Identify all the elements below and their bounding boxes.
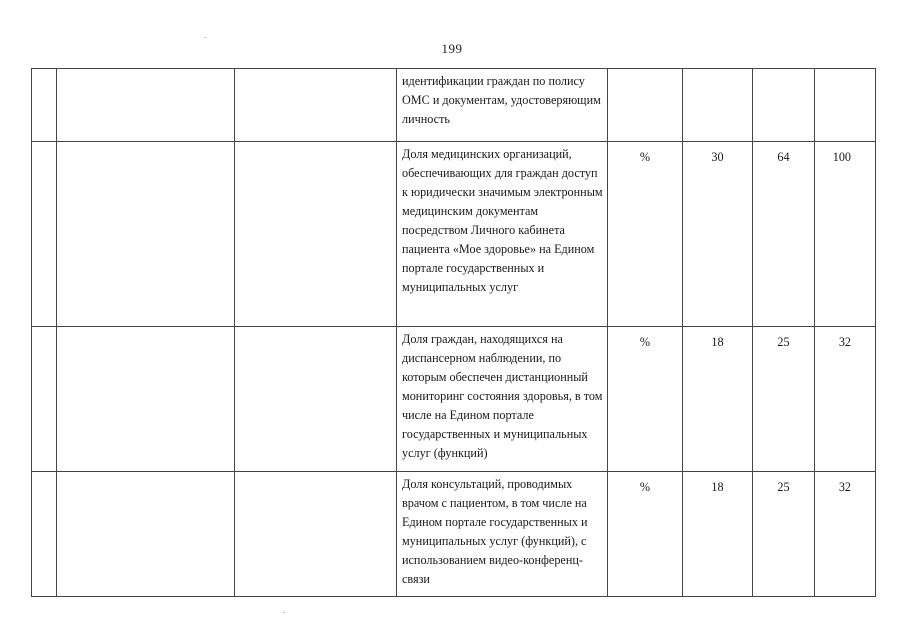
goal-cell: [57, 142, 235, 327]
goal-cell: [57, 69, 235, 142]
project-cell: [235, 142, 397, 327]
unit-cell: [608, 69, 683, 142]
value-cell-2: 64: [753, 142, 815, 327]
unit-cell: %: [608, 472, 683, 597]
indicators-table: [31, 68, 876, 597]
table-row: [32, 472, 876, 597]
index-cell: [32, 327, 57, 472]
value-cell-2: 25: [753, 472, 815, 597]
unit-cell: %: [608, 327, 683, 472]
index-cell: [32, 69, 57, 142]
indicator-description: идентификации граждан по полису ОМС и документам, удостоверяющим личность: [397, 69, 608, 142]
value-cell-1: 18: [683, 472, 753, 597]
value-cell-2: [753, 69, 815, 142]
value-cell-3: [815, 69, 876, 142]
value-cell-1: [683, 69, 753, 142]
project-cell: [235, 69, 397, 142]
scan-speck: [204, 37, 206, 38]
value-cell-3: 32: [815, 327, 876, 472]
value-cell-1: 18: [683, 327, 753, 472]
index-cell: [32, 142, 57, 327]
indicator-description: Доля граждан, находящихся на диспансерном наблюдении, по которым обеспечен дистанционный мониторинг состояния здоровья, в том числе на Едином портале государственных и муниципальных услуг (функций): [397, 327, 608, 472]
value-cell-2: 25: [753, 327, 815, 472]
page-number: 199: [441, 41, 463, 56]
table-row: [32, 69, 876, 142]
indicator-description: Доля консультаций, проводимых врачом с пациентом, в том числе на Едином портале государственных и муниципальных услуг (функций), с использованием видео-конференц-связи: [397, 472, 608, 597]
value-cell-1: 30: [683, 142, 753, 327]
scan-speck: [283, 612, 285, 613]
project-cell: [235, 472, 397, 597]
table-row: [32, 142, 876, 327]
unit-cell: %: [608, 142, 683, 327]
index-cell: [32, 472, 57, 597]
value-cell-3: 100: [815, 142, 876, 327]
table-row: [32, 327, 876, 472]
project-cell: [235, 327, 397, 472]
goal-cell: [57, 472, 235, 597]
indicator-description: Доля медицинских организаций, обеспечивающих для граждан доступ к юридически значимым электронным медицинским документам посредством Личного кабинета пациента «Мое здоровье» на Едином портале государственных и муниципальных услуг: [397, 142, 608, 327]
value-cell-3: 32: [815, 472, 876, 597]
goal-cell: [57, 327, 235, 472]
